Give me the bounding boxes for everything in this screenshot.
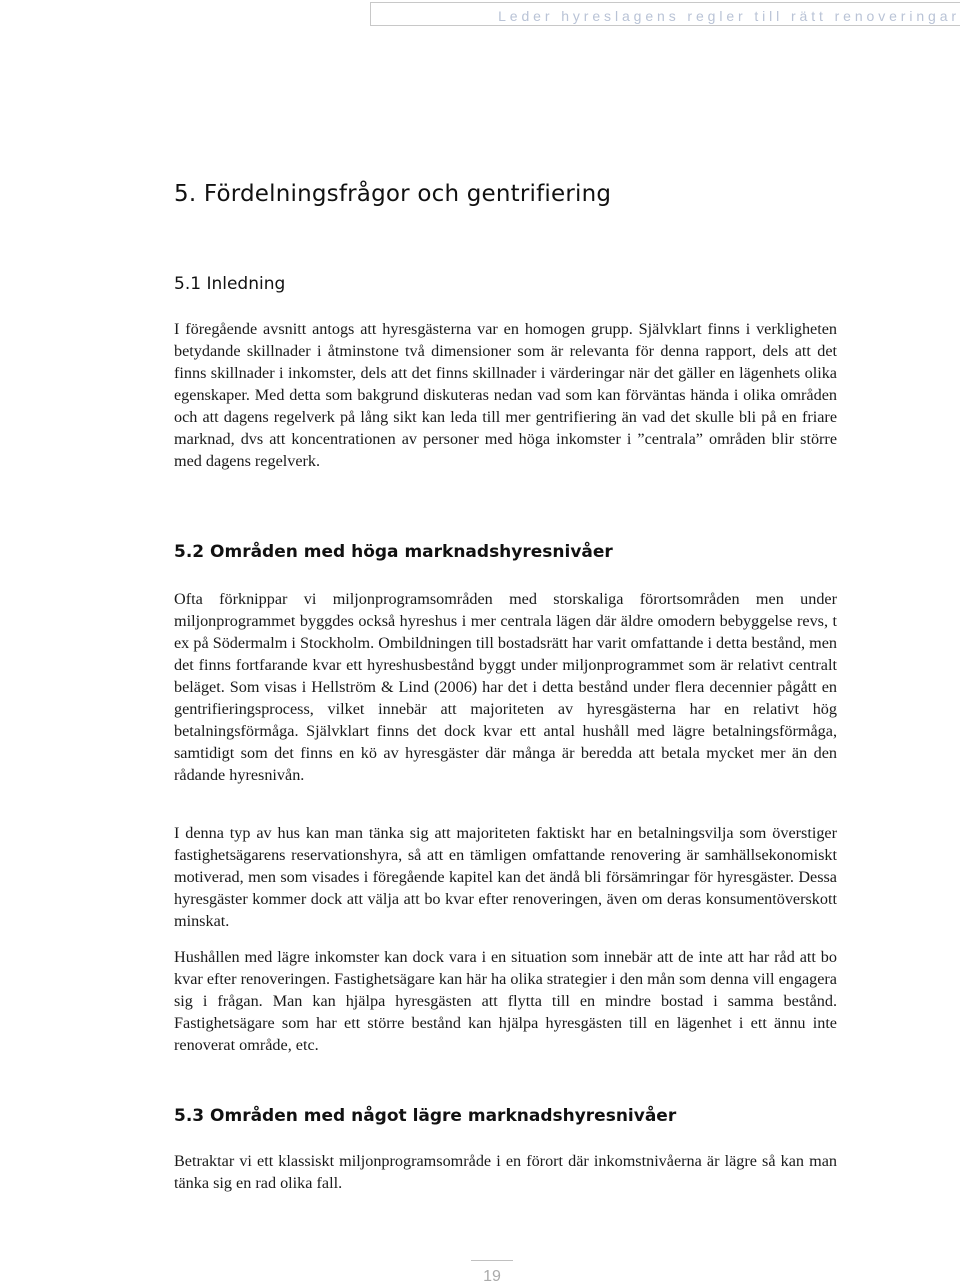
footer-rule: [471, 1260, 513, 1261]
paragraph-5-3-1: Betraktar vi ett klassiskt miljonprogramsområde i en förort där inkomstnivåerna är lägre så kan man tänka sig en rad olika fall.: [174, 1152, 837, 1192]
section-heading-5-2: 5.2 Områden med höga marknadshyresnivåer: [174, 542, 613, 562]
section-heading-5-3: 5.3 Områden med något lägre marknadshyresnivåer: [174, 1106, 677, 1126]
section-heading-5-1: 5.1 Inledning: [174, 274, 286, 294]
paragraph-5-2-2: I denna typ av hus kan man tänka sig att majoriteten faktiskt har en betalningsvilja som överstiger fastighetsägarens reservationshyra, så att en tämligen omfattande renovering är samhällsekonomiskt motiverad, men som visades i föregående kapitel kan det ändå bli försämringar för hyresgäster. Dessa hyresgäster kommer dock att välja att bo kvar efter renoveringen, även om deras konsumentöverskott minskat.: [174, 824, 837, 930]
paragraph-5-2-3: Hushållen med lägre inkomster kan dock vara i en situation som innebär att de inte att har råd att bo kvar efter renoveringen. Fastighetsägare kan här ha olika strategier i den mån som denna vill engagera sig i frågan. Man kan hjälpa hyresgästen att flytta till en mindre bostad i samma bestånd. Fastighetsägare som har ett större bestånd kan hjälpa hyresgästen till en lägenhet i ett ännu inte renoverat område, etc.: [174, 948, 837, 1054]
chapter-title: 5. Fördelningsfrågor och gentrifiering: [174, 181, 612, 207]
page-number: 19: [483, 1268, 501, 1285]
paragraph-5-2-1: Ofta förknippar vi miljonprogramsområden med storskaliga förortsområden men under miljonprogrammet byggdes också hyreshus i mer centrala lägen där äldre omodern bebyggelse revs, t ex på Södermalm i Stockholm. Ombildningen till bostadsrätt har varit omfattande i detta bestånd, men det finns fortfarande kvar ett hyreshusbestånd byggt under miljonprogrammet som är relativt centralt beläget. Som visas i Hellström & Lind (2006) har det i detta bestånd under flera decennier pågått en gentrifieringsprocess, vilket innebär att majoriteten av hyresgästerna har en relativt hög betalningsförmåga. Självklart finns det dock kvar ett antal hushåll med lägre betalningsförmåga, samtidigt som det finns en kö av hyresgäster där många är beredda att betala mycket mer än den rådande hyresnivån.: [174, 590, 837, 784]
running-header: [370, 2, 960, 26]
running-header-title: Leder hyreslagens regler till rätt renoveringar: [498, 8, 960, 24]
paragraph-5-1-1: I föregående avsnitt antogs att hyresgästerna var en homogen grupp. Självklart finns i verkligheten betydande skillnader i åtminstone två dimensioner som är relevanta för denna rapport, dels att det finns skillnader i inkomster, dels att det finns skillnader i värderingar när det gäller en lägenhets olika egenskaper. Med detta som bakgrund diskuteras nedan vad som kan förväntas hända i olika områden och att dagens regelverk på lång sikt kan leda till mer gentrifiering än vad det skulle bli på en friare marknad, dvs att koncentrationen av personer med höga inkomster i ”centrala” områden blir större med dagens regelverk.: [174, 320, 837, 470]
